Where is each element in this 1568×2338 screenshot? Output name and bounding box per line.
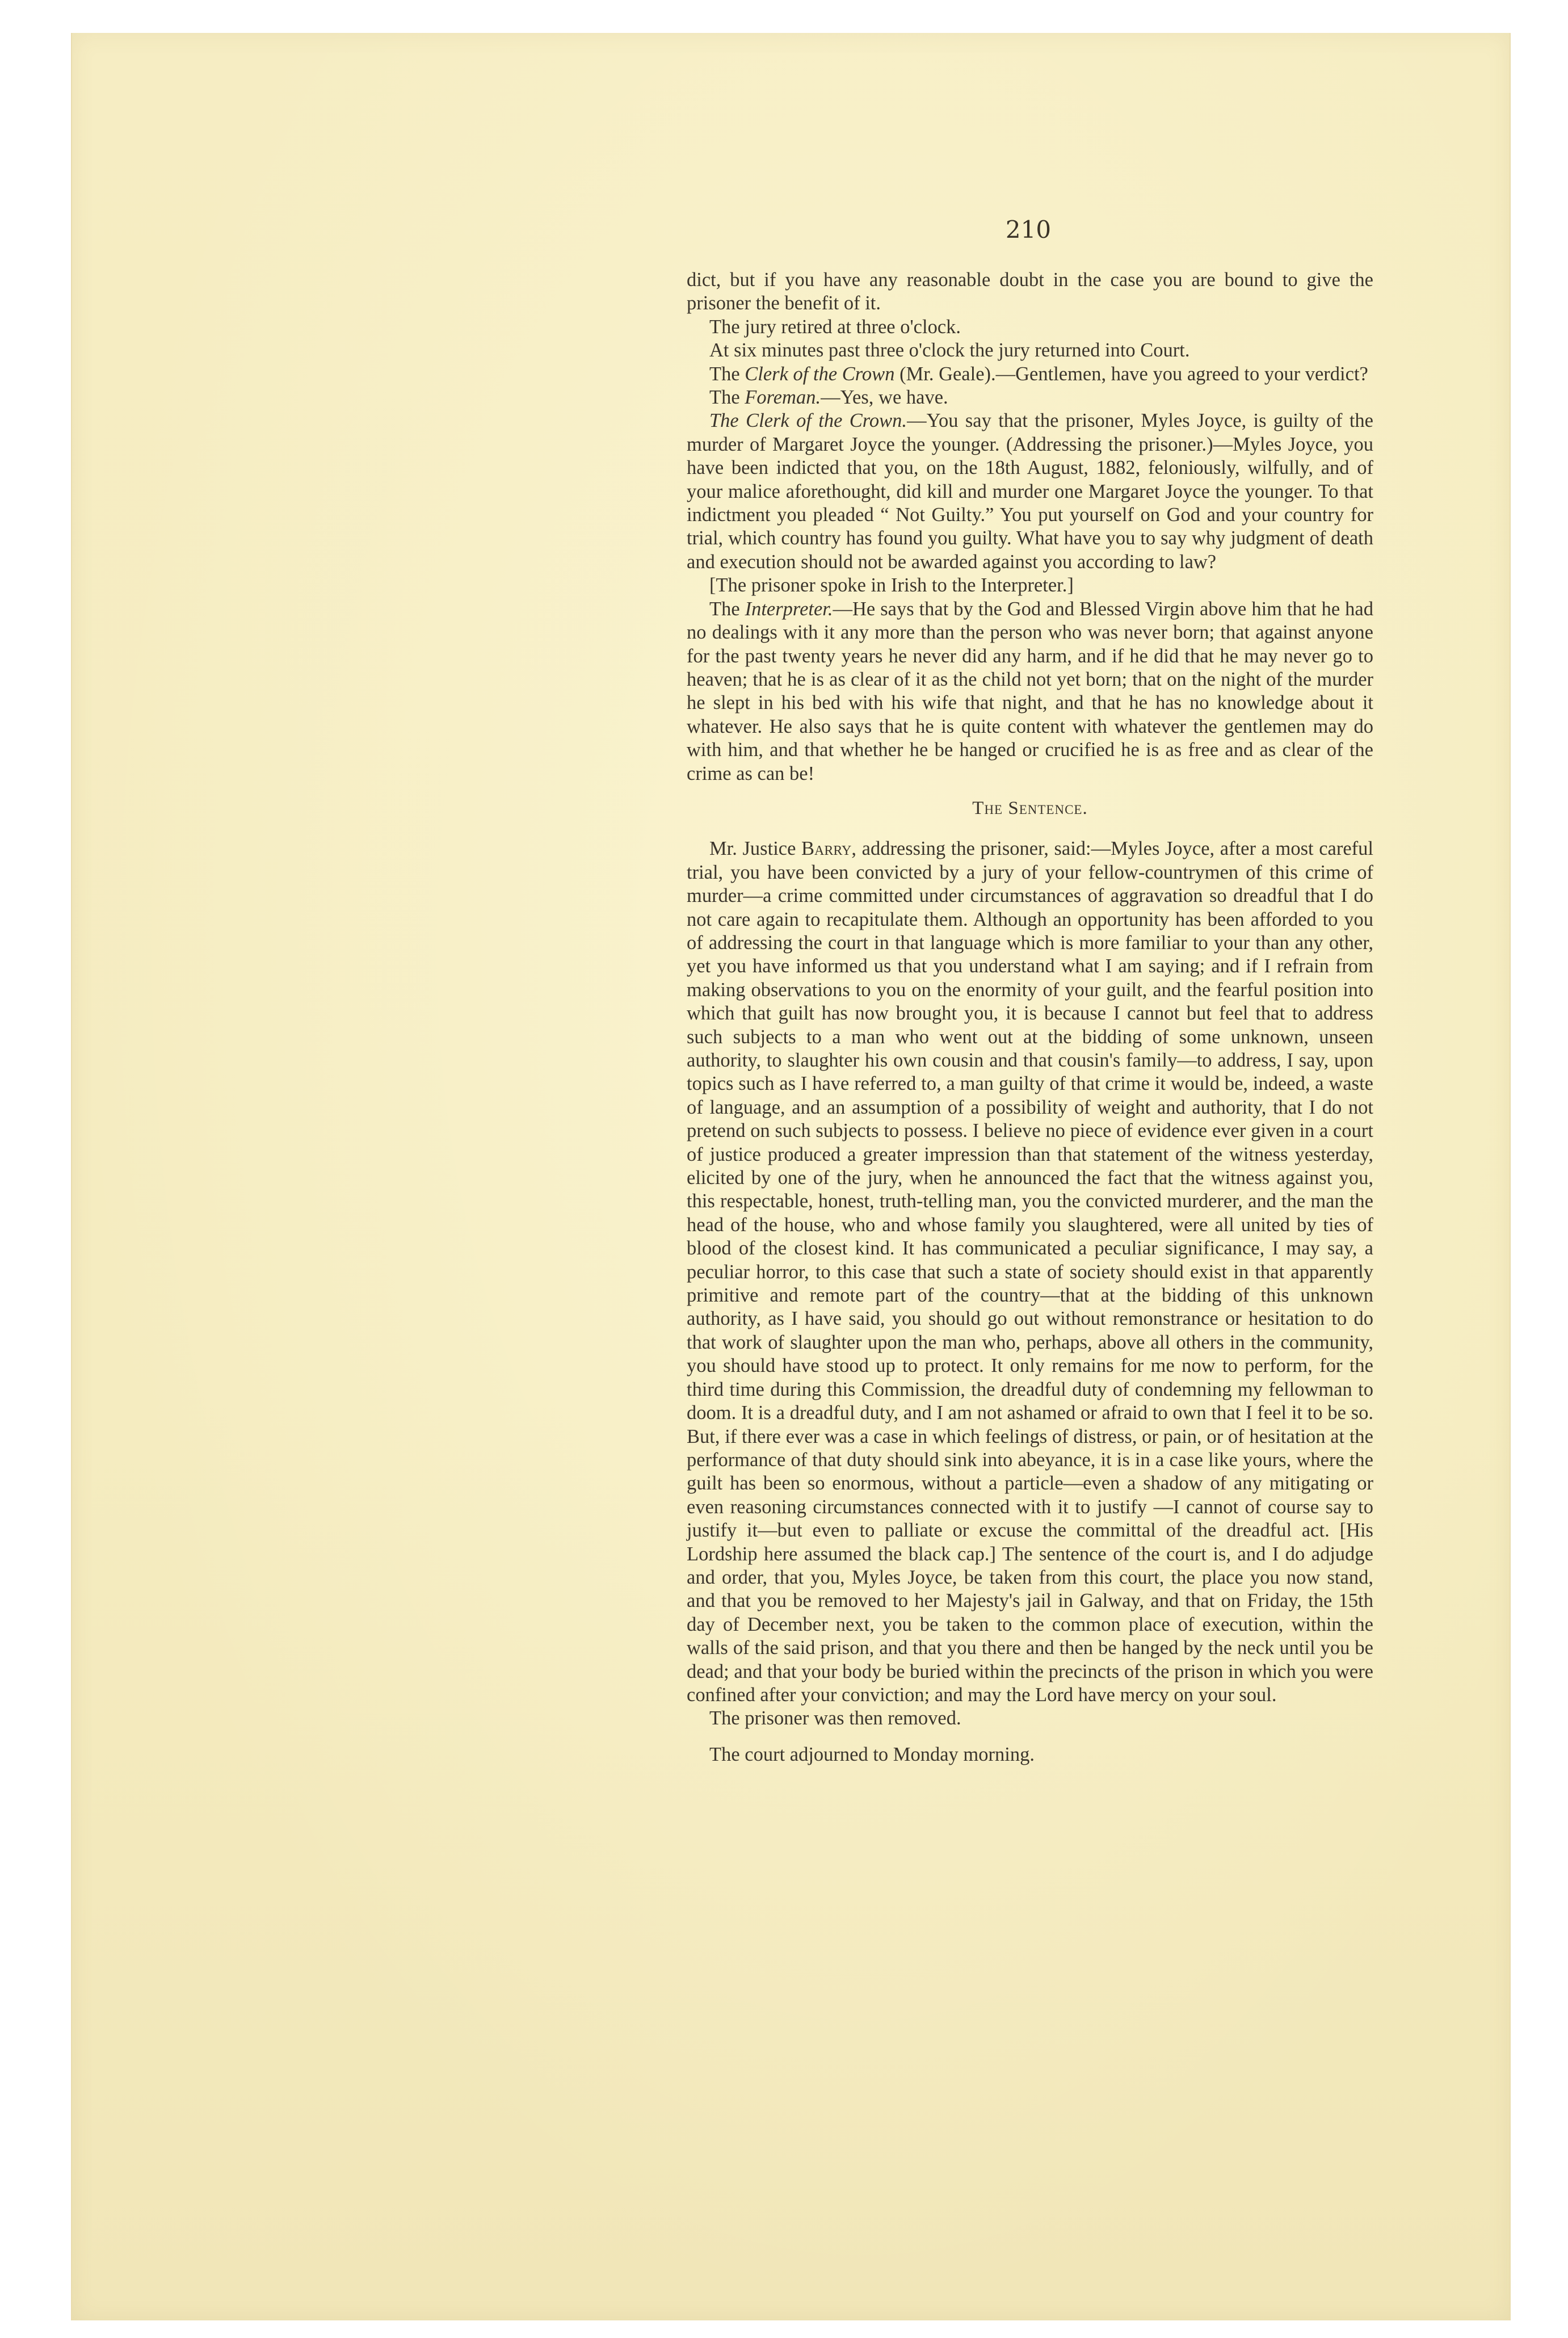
sentence-text: , addressing the prisoner, said:—Myles Joyce, after a most careful trial, you have been convicted by a jury of your fellow-countrymen of this crime of murder—a crime committed under circumstances of aggravation so dreadful that I do not care again to recapitulate them. Although an opportunity has been afforded to you of addressing the court in that language which is more familiar to your than any other, yet you have informed us that you understand what I am saying; and if I refrain from making observations to you on the enormity of your guilt, and the fearful position into which that guilt has now brought you, it is because I cannot but feel that to address such subjects to a man who went out at the bidding of some unknown, unseen authority, to slaughter his own cousin and that cousin's family—to address, I say, upon topics such as I have referred to, a man guilty of that crime it would be, indeed, a waste of language, and an assumption of a possibility of weight and authority, that I do not pretend on such subjects to possess. I believe no piece of evidence ever given in a court of justice produced a greater impression than that statement of the witness yesterday, elicited by one of the jury, when he announced the fact that the witness against you, this respectable, honest, truth-telling man, you the convicted murderer, and the man the head of the house, who and whose family you slaughtered, were all united by ties of blood of the closest kind. It has communicated a peculiar significance, I may say, a peculiar horror, to this case that such a state of society should exist in that apparently primitive and remote part of the country—that at the bidding of this unknown authority, as I have said, you should go out without remonstrance or hesitation to do that work of slaughter upon the man who, perhaps, above all others in the community, you should have stood up to protect. It only remains for me now to perform, for the third time during this Commission, the dreadful duty of condemning my fellowman to doom. It is a dreadful duty, and I am not ashamed or afraid to own that I feel it to be so. But, if there ever was a case in which feelings of distress, or pain, or of hesitation at the performance of that duty should sink into abeyance, it is in a case like yours, where the guilt has been so enormous, without a particle—even a shadow of any mitigating or even reasoning circumstances connected with it to justify —I cannot of course say to justify it—but even to palliate or excuse the committal of the dreadful act. [His Lordship here assumed the black cap.] The sentence of the court is, and I do adjudge and order, that you, Myles Joyce, be taken from this court, the place you now stand, and that you be removed to her Majesty's jail in Galway, and that on Friday, the 15th day of December next, you be taken to the common place of execution, within the walls of the said prison, and that you there and then be hanged by the neck until you be dead; and that your body be buried within the precincts of the prison in which you were confined after your conviction; and may the Lord have mercy on your soul. [687,838,1373,1706]
paragraph-prisoner-spoke: [The prisoner spoke in Irish to the Interpreter.] [709,574,1074,597]
speaker-prefix: The [709,387,745,409]
speaker-name: Foreman. [745,387,821,409]
paragraph-interpreter [687,598,1373,786]
section-heading: The Sentence. [972,797,1088,818]
paragraph-jury-returned: At six minutes past three o'clock the jury returned into Court. [709,339,1190,362]
speech-text: —Yes, we have. [821,387,948,409]
judge-name: Barry [801,838,852,860]
speaker-name: Interpreter. [745,598,833,620]
paragraph-sentence [687,837,1373,1707]
page-number: 210 [1005,216,1052,244]
speaker-name: The Clerk of the Crown. [709,410,907,432]
paragraph-foreman-answer [687,386,1373,409]
document-page [71,33,1511,2320]
sentence-prefix: Mr. Justice [709,838,802,860]
speaker-prefix: The [709,363,745,385]
speaker-name: Clerk of the Crown [745,363,895,385]
text-column [687,268,1373,1766]
speech-text: —You say that the prisoner, Myles Joyce, is guilty of the murder of Margaret Joyce the younger. (Addressing the prisoner.)—Myles Joyce, you have been indicted that you, on the 18th August, 1882, feloniously, wilfully, and of your malice aforethought, did kill and murder one Margaret Joyce the younger. To that indictment you pleaded “ Not Guilty.” You put yourself on God and your country for trial, which country has found you guilty. What have you to say why judgment of death and execution should not be awarded against you according to law? [687,410,1373,573]
paragraph-court-adjourned: The court adjourned to Monday morning. [709,1743,1035,1765]
paragraph-prisoner-removed: The prisoner was then removed. [709,1707,961,1730]
speaker-prefix: The [709,598,745,620]
speech-text: (Mr. Geale).—Gentlemen, have you agreed to your verdict? [894,363,1368,385]
paragraph-clerk-question [687,363,1373,386]
paragraph-verdict-instruction: dict, but if you have any reasonable doubt in the case you are bound to give the prisoner the benefit of it. [687,269,1373,314]
speech-text: —He says that by the God and Blessed Virgin above him that he had no dealings with it any more than the person who was never born; that against anyone for the past twenty years he never did any harm, and if he did that he may never go to heaven; that he is as clear of it as the child not yet born; that on the night of the murder he slept in his bed with his wife that night, and that he has no knowledge about it whatever. He also says that he is quite content with whatever the gentlemen may do with him, and that whether he be hanged or crucified he is as free and as clear of the crime as can be! [687,598,1373,784]
paragraph-clerk-address [687,409,1373,574]
paragraph-jury-retired: The jury retired at three o'clock. [709,316,961,338]
